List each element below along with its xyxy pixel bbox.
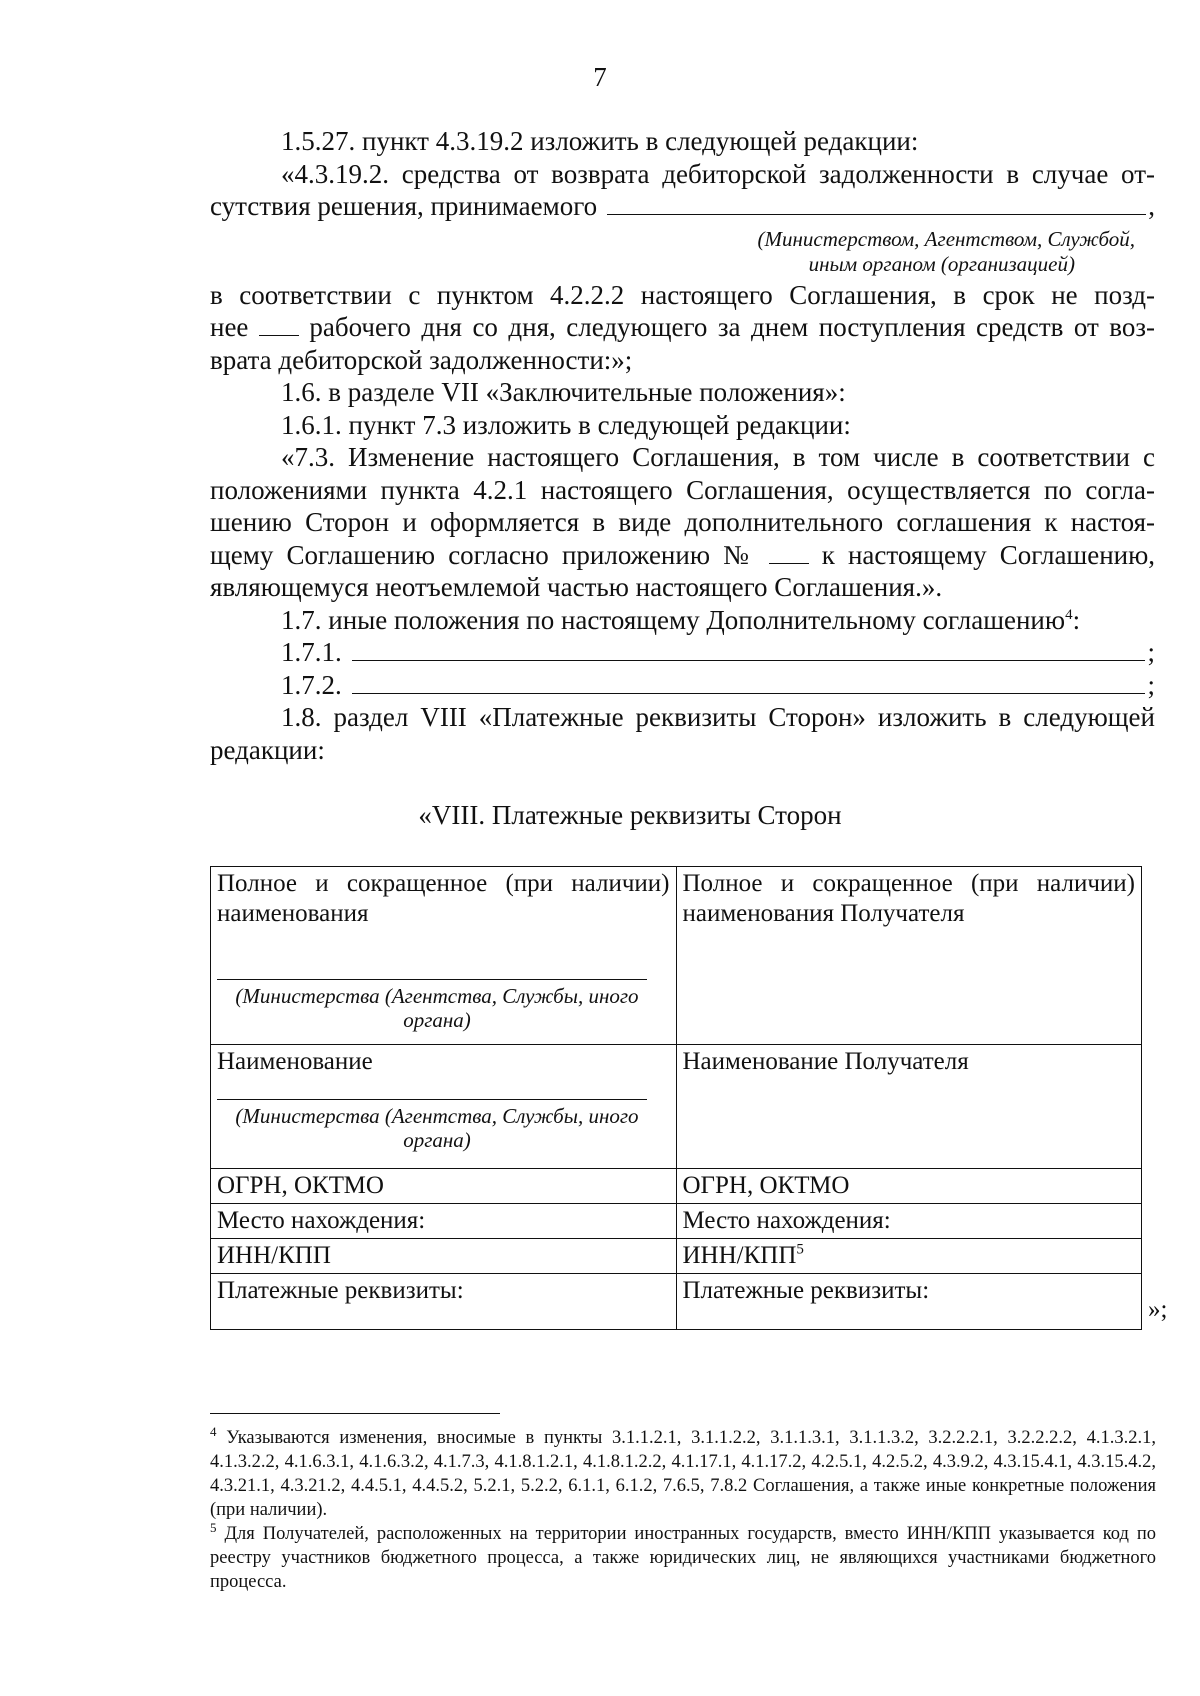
recipient-payment-details-label: Платежные реквизиты: — [682, 1277, 930, 1304]
ministry-name-caption: (Министерства (Агентства, Службы, иного органа) — [235, 984, 639, 1032]
ministry-short-name-label: Наименование — [217, 1048, 373, 1075]
table-row — [211, 1045, 1142, 1169]
table-cell — [211, 1239, 677, 1274]
paragraph-1-8-line2: редакции: — [210, 734, 325, 765]
recipient-ogrn-label: ОГРН, ОКТМО — [682, 1172, 850, 1199]
table-cell — [211, 1274, 677, 1330]
quote-4-3-19-2-line4 — [210, 311, 1155, 344]
quote-7-3-line4 — [210, 539, 1155, 572]
quote-7-3-line1: «7.3. Изменение настоящего Соглашения, в том числе в соответствии с — [281, 442, 1155, 472]
quote-7-3-line3: шению Сторон и оформляется в виде дополнительного соглашения к настоя- — [210, 507, 1155, 537]
quote-4-3-19-2-line5: врата дебиторской задолженности:»; — [210, 344, 633, 375]
page-number: 7 — [593, 62, 607, 92]
paragraph-1-7-2 — [210, 669, 1155, 702]
paragraph-1-7 — [210, 604, 1155, 637]
ministry-inn-label: ИНН/КПП — [217, 1242, 331, 1269]
ministry-location-label: Место нахождения: — [217, 1207, 426, 1234]
paragraph-1-6: 1.6. в разделе VII «Заключительные положения»: — [281, 377, 846, 407]
ministry-ogrn-label: ОГРН, ОКТМО — [217, 1172, 384, 1199]
table-cell — [211, 1169, 677, 1204]
table-cell — [676, 867, 1142, 1045]
footnote-5-mark: 5 — [210, 1519, 217, 1535]
table-cell — [211, 867, 677, 1045]
paragraph-1-7-1-label: 1.7.1. — [281, 637, 342, 667]
payment-details-table — [210, 866, 1142, 1330]
table-cell — [211, 1204, 677, 1239]
authority-caption-line1: (Министерством, Агентством, Службой, — [757, 226, 1135, 251]
quote-4-3-19-2-line4-end: рабочего дня со дня, следующего за днем поступления средств от воз- — [309, 312, 1156, 342]
recipient-inn-label: ИНН/КПП — [682, 1242, 797, 1269]
footnote-4 — [210, 1423, 1156, 1522]
ministry-name-blank — [217, 979, 647, 980]
recipient-name-label: Наименование Получателя — [682, 1048, 969, 1075]
quote-4-3-19-2-line2 — [210, 190, 1155, 223]
table-row — [211, 1204, 1142, 1239]
ministry-short-name-blank — [217, 1099, 647, 1100]
paragraph-1-7-1-blank — [352, 640, 1146, 661]
quote-4-3-19-2-line2-text: сутствия решения, принимаемого — [210, 191, 598, 221]
document-body — [210, 125, 1155, 766]
footnote-separator — [210, 1413, 500, 1414]
authority-caption — [210, 227, 1155, 277]
quote-4-3-19-2-line1: «4.3.19.2. средства от возврата дебиторской задолженности в случае от- — [281, 158, 1155, 189]
quote-7-3-line5: являющемуся неотъемлемой частью настоящего Соглашения.». — [210, 572, 943, 602]
table-row — [211, 1239, 1142, 1274]
footnote-5 — [210, 1519, 1156, 1594]
authority-caption-line2: иным органом (организацией) — [808, 251, 1075, 276]
paragraph-1-7-1 — [210, 636, 1155, 669]
quote-7-3-line4-end: к настоящему Соглашению, — [821, 539, 1156, 570]
ministry-payment-details-label: Платежные реквизиты: — [217, 1277, 464, 1304]
footnote-5-text: Для Получателей, расположенных на территории иностранных государств, вместо ИНН/КПП указывается код по реестру участников бюджетного процесса, а также юридических лиц, не являющихся участниками бюджетного процесса. — [210, 1524, 1156, 1592]
paragraph-1-7-2-blank — [352, 673, 1146, 694]
paragraph-1-7-colon: : — [1072, 604, 1081, 635]
appendix-number-blank — [769, 543, 809, 564]
footnote-4-mark: 4 — [210, 1423, 217, 1439]
recipient-location-label: Место нахождения: — [682, 1207, 891, 1234]
paragraph-1-5-27: 1.5.27. пункт 4.3.19.2 изложить в следующей редакции: — [281, 126, 919, 156]
footnotes — [210, 1423, 1156, 1594]
table-row — [211, 867, 1142, 1045]
closing-quote: »; — [1148, 1296, 1168, 1323]
footnote-4-text: Указываются изменения, вносимые в пункты 3.1.1.2.1, 3.1.1.2.2, 3.1.1.3.1, 3.1.1.3.2, 3.2.2.2.1, 3.2.2.2.2, 4.1.3.2.1, 4.1.3.2.2, 4.1.6.3.1, 4.1.6.3.2, 4.1.7.3, 4.1.8.1.2.1, 4.1.8.1.2.2, 4.1.17.1, 4.1.17.2, 4.2.5.1, 4.2.5.2, 4.3.9.2, 4.3.15.4.1, 4.3.15.4.2, 4.3.21.1, 4.3.21.2, 4.4.5.1, 4.4.5.2, 5.2.1, 5.2.2, 6.1.1, 6.1.2, 7.6.5, 7.8.2 Соглашения, а также иные конкретные положения (при наличии). — [210, 1428, 1156, 1520]
ministry-full-name-label: Полное и сокращенное (при наличии) наименования — [217, 870, 670, 927]
table-row — [211, 1169, 1142, 1204]
footnote-ref-4: 4 — [1065, 606, 1073, 623]
quote-4-3-19-2-line3: в соответствии с пунктом 4.2.2.2 настоящего Соглашения, в срок не позд- — [210, 279, 1155, 310]
quote-4-3-19-2-line4-start: нее — [210, 312, 249, 342]
table-cell — [676, 1239, 1142, 1274]
authority-blank-line — [607, 194, 1146, 215]
paragraph-1-6-1: 1.6.1. пункт 7.3 изложить в следующей редакции: — [281, 409, 851, 440]
quote-4-3-19-2-line2-comma: , — [1148, 191, 1155, 221]
table-cell — [676, 1045, 1142, 1169]
paragraph-1-7-2-end: ; — [1147, 669, 1155, 700]
table-cell — [676, 1274, 1142, 1330]
ministry-short-name-caption: (Министерства (Агентства, Службы, иного органа) — [235, 1104, 639, 1152]
footnote-ref-5: 5 — [796, 1241, 804, 1258]
paragraph-1-7-1-end: ; — [1147, 637, 1155, 667]
table-cell — [211, 1045, 677, 1169]
table-row — [211, 1274, 1142, 1330]
days-blank-line — [259, 315, 299, 336]
table-cell — [676, 1204, 1142, 1239]
recipient-full-name-label: Полное и сокращенное (при наличии) наименования Получателя — [682, 870, 1135, 927]
quote-7-3-line2: положениями пункта 4.2.1 настоящего Соглашения, осуществляется по согла- — [210, 474, 1155, 505]
paragraph-1-7-text: 1.7. иные положения по настоящему Дополнительному соглашению — [281, 604, 1066, 635]
section-title: «VIII. Платежные реквизиты Сторон — [418, 800, 842, 830]
paragraph-1-8-line1: 1.8. раздел VIII «Платежные реквизиты Сторон» изложить в следующей — [281, 702, 1155, 732]
table-cell — [676, 1169, 1142, 1204]
paragraph-1-7-2-label: 1.7.2. — [281, 669, 342, 700]
quote-7-3-line4-start: щему Соглашению согласно приложению № — [210, 539, 756, 570]
